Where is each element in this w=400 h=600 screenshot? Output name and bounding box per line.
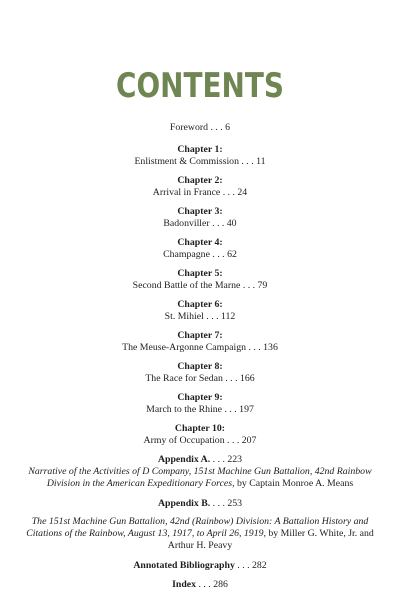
- chapter-title: Arrival in France . . . 24: [152, 187, 248, 198]
- bibliography-label: Annotated Bibliography: [133, 560, 235, 571]
- chapter-entry: [0, 392, 400, 416]
- chapter-label: Chapter 8:: [177, 361, 223, 372]
- chapter-title: St. Mihiel . . . 112: [164, 311, 236, 322]
- appendix-a-description: [0, 466, 400, 490]
- chapter-title: The Race for Sedan . . . 166: [145, 373, 255, 384]
- chapter-entry: [0, 144, 400, 168]
- appendix-a-line: [0, 454, 400, 466]
- appendix-b-label: Appendix B.: [157, 498, 211, 509]
- chapter-title: Badonviller . . . 40: [163, 218, 237, 229]
- chapter-title: Second Battle of the Marne . . . 79: [132, 280, 268, 291]
- chapter-entry: [0, 206, 400, 230]
- chapter-label: Chapter 1:: [177, 144, 223, 155]
- appendix-b-page: . . . 253: [210, 498, 243, 509]
- chapter-title: The Meuse-Argonne Campaign . . . 136: [122, 342, 278, 353]
- chapter-label: Chapter 3:: [177, 206, 223, 217]
- appendix-b-author: by Miller G. White, Jr. and Arthur H. Peavy: [167, 528, 374, 551]
- chapter-title: Champagne . . . 62: [163, 249, 237, 260]
- contents-heading: CONTENTS: [116, 66, 284, 106]
- appendix-b-title: The 151st Machine Gun Battalion, 42nd (Rainbow) Division: A Battalion History and Citations of the Rainbow, August 13, 1917, to April 26, 1919,: [26, 516, 369, 539]
- chapter-label: Chapter 7:: [177, 330, 223, 341]
- appendix-a-author: by Captain Monroe A. Means: [234, 478, 354, 489]
- chapter-entry: [0, 268, 400, 292]
- chapter-label: Chapter 6:: [177, 299, 223, 310]
- chapter-label: Chapter 10:: [174, 423, 226, 434]
- chapter-label: Chapter 4:: [177, 237, 223, 248]
- chapter-title: March to the Rhine . . . 197: [146, 404, 254, 415]
- foreword-entry: Foreword . . . 6: [169, 122, 231, 133]
- bibliography-entry: [0, 560, 400, 572]
- chapter-entry: [0, 361, 400, 385]
- index-entry: [0, 579, 400, 591]
- chapter-label: Chapter 5:: [177, 268, 223, 279]
- index-label: Index: [172, 579, 197, 590]
- appendix-a-label: Appendix A.: [157, 454, 211, 465]
- appendix-a-page: . . . 223: [210, 454, 243, 465]
- appendix-b-description: [0, 516, 400, 552]
- chapter-entry: [0, 330, 400, 354]
- chapter-label: Chapter 2:: [177, 175, 223, 186]
- appendix-a-entry: [0, 454, 400, 490]
- chapter-title: Army of Occupation . . . 207: [143, 435, 257, 446]
- appendix-a-title: Narrative of the Activities of D Company, 151st Machine Gun Battalion, 42nd Rainbow Division in the American Expeditionary Forces,: [28, 466, 372, 489]
- index-page: . . . 286: [196, 579, 228, 590]
- chapter-entry: [0, 299, 400, 323]
- chapter-title: Enlistment & Commission . . . 11: [134, 156, 266, 167]
- chapter-label: Chapter 9:: [177, 392, 223, 403]
- table-of-contents: [0, 122, 400, 591]
- appendix-b-line: [0, 498, 400, 510]
- chapter-entry: [0, 175, 400, 199]
- chapter-entry: [0, 423, 400, 447]
- bibliography-page: . . . 282: [234, 560, 267, 571]
- appendix-b-entry: [0, 498, 400, 552]
- chapter-entry: [0, 237, 400, 261]
